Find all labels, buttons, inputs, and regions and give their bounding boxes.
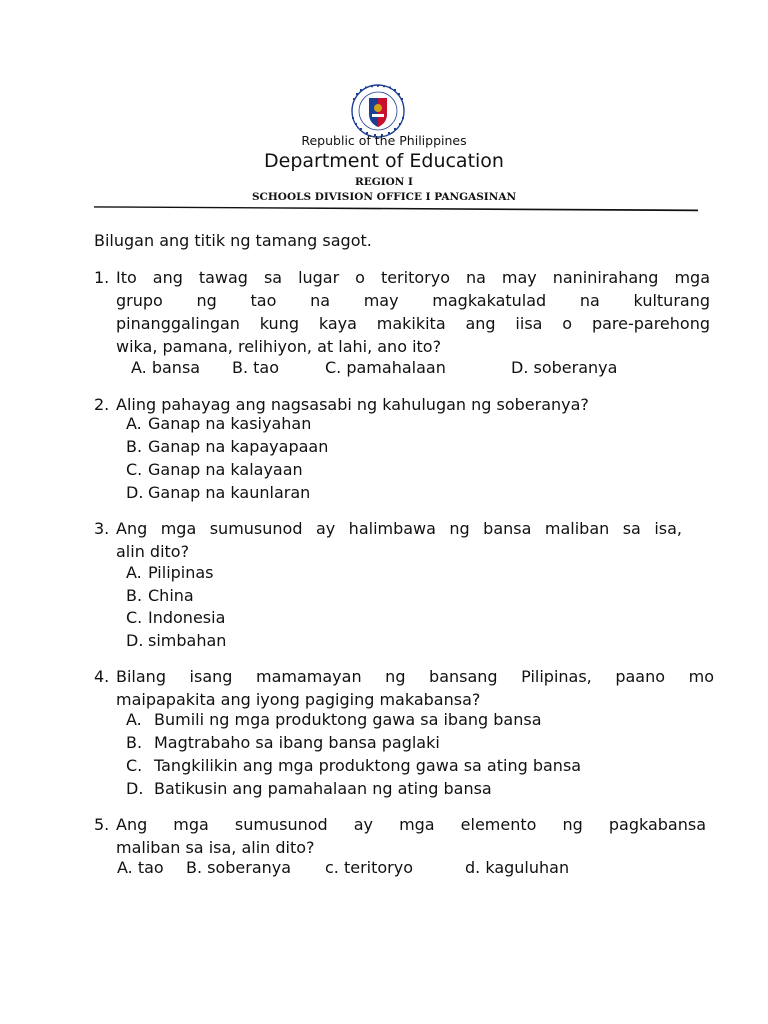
question-number: 4. xyxy=(94,667,110,686)
option-letter: C. xyxy=(126,608,143,627)
question-line: Bilang isang mamamayan ng bansang Pilipinas, paano mo xyxy=(116,667,714,686)
question-number: 3. xyxy=(94,519,110,538)
option-letter: B. xyxy=(126,586,143,605)
question-line: wika, pamana, relihiyon, at lahi, ano ito? xyxy=(116,337,442,356)
question-line: Ang mga sumusunod ay halimbawa ng bansa maliban sa isa, xyxy=(116,519,682,538)
option-text: China xyxy=(148,586,194,605)
question-number: 1. xyxy=(94,268,110,287)
republic-label: Republic of the Philippines xyxy=(301,133,467,148)
option-text: Bumili ng mga produktong gawa sa ibang bansa xyxy=(154,710,542,729)
option-text: Ganap na kasiyahan xyxy=(148,414,312,433)
question-line: Ang mga sumusunod ay mga elemento ng pagkabansa xyxy=(116,815,706,834)
option-text: Pilipinas xyxy=(148,563,214,582)
question-line: grupo ng tao na may magkakatulad na kulturang xyxy=(116,291,710,310)
question-stem xyxy=(116,665,714,711)
question-line: alin dito? xyxy=(116,542,190,561)
answer-option-d[interactable]: D. soberanya xyxy=(511,358,618,377)
option-letter: D. xyxy=(126,779,144,798)
header-divider xyxy=(94,203,698,213)
question-number: 2. xyxy=(94,395,110,414)
department-title: Department of Education xyxy=(264,150,504,172)
question-stem xyxy=(116,813,706,859)
answer-option-d[interactable]: d. kaguluhan xyxy=(465,858,570,877)
option-text: Magtrabaho sa ibang bansa paglaki xyxy=(154,733,440,752)
answer-option-b[interactable]: B. soberanya xyxy=(186,858,292,877)
option-text: Tangkilikin ang mga produktong gawa sa ating bansa xyxy=(154,756,582,775)
question-line: Aling pahayag ang nagsasabi ng kahulugan ng soberanya? xyxy=(116,395,589,414)
answer-option-a[interactable]: A. bansa xyxy=(131,358,201,377)
option-letter: A. xyxy=(126,710,142,729)
question-line: Ito ang tawag sa lugar o teritoryo na may naninirahang mga xyxy=(116,268,710,287)
option-letter: B. xyxy=(126,437,143,456)
option-text: Ganap na kapayapaan xyxy=(148,437,329,456)
option-letter: A. xyxy=(126,563,142,582)
division-label: SCHOOLS DIVISION OFFICE I PANGASINAN xyxy=(251,191,517,203)
option-text: Ganap na kalayaan xyxy=(148,460,303,479)
option-letter: D. xyxy=(126,483,144,502)
question-stem xyxy=(116,266,710,358)
question-stem xyxy=(116,517,682,563)
option-letter: B. xyxy=(126,733,143,752)
answer-option-b[interactable]: B. tao xyxy=(232,358,280,377)
option-letter: C. xyxy=(126,460,143,479)
option-letter: D. xyxy=(126,631,144,650)
answer-option-a[interactable]: A. tao xyxy=(117,858,164,877)
option-letter: A. xyxy=(126,414,142,433)
option-text: Indonesia xyxy=(148,608,226,627)
question-number: 5. xyxy=(94,815,110,834)
answer-option-c[interactable]: c. teritoryo xyxy=(325,858,414,877)
option-text: Batikusin ang pamahalaan ng ating bansa xyxy=(154,779,492,798)
question-line: pinanggalingan kung kaya makikita ang iisa o pare-parehong xyxy=(116,314,710,333)
deped-seal-logo xyxy=(346,84,410,138)
question-line: maipapakita ang iyong pagiging makabansa? xyxy=(116,690,481,709)
question-stem xyxy=(116,393,716,416)
question-line: maliban sa isa, alin dito? xyxy=(116,838,315,857)
option-text: Ganap na kaunlaran xyxy=(148,483,311,502)
option-letter: C. xyxy=(126,756,143,775)
option-text: simbahan xyxy=(148,631,227,650)
instruction-text: Bilugan ang titik ng tamang sagot. xyxy=(94,231,372,250)
answer-option-c[interactable]: C. pamahalaan xyxy=(325,358,446,377)
region-label: REGION I xyxy=(355,176,413,188)
